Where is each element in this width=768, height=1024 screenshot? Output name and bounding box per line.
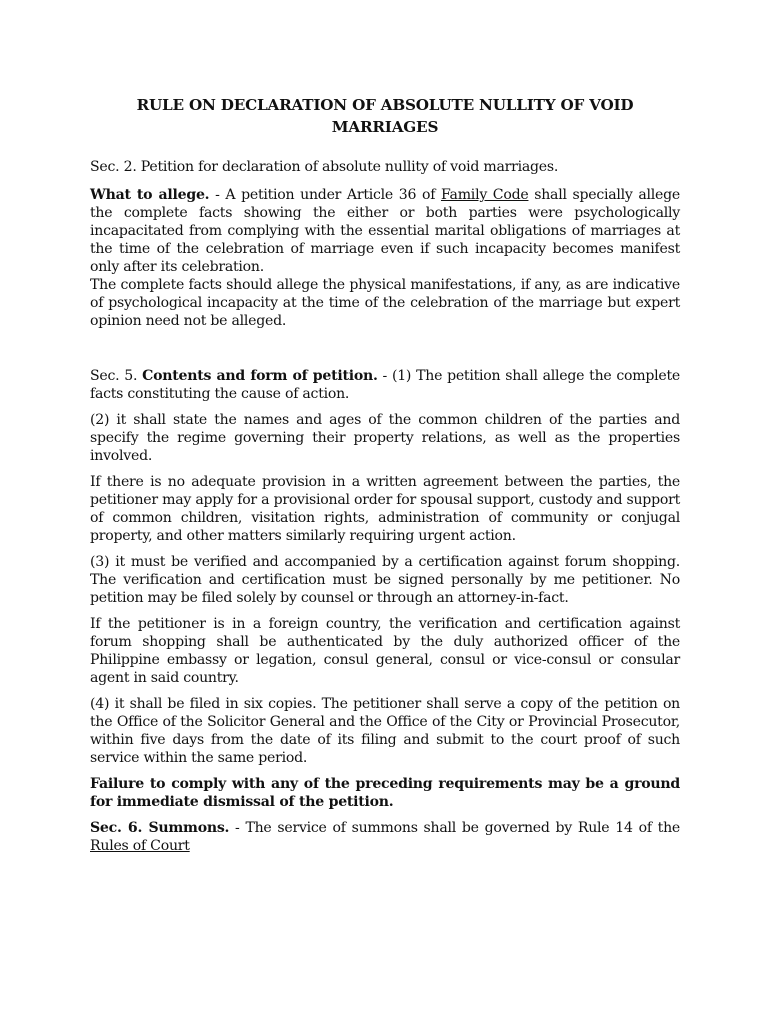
sec5-foreign-petitioner: If the petitioner is in a foreign country, the verification and certification against forum shopping shall be authenticated by the duly authorized officer of the Philippine embassy or legation, consul general, consul or vice-consul or consular agent in said country.	[90, 616, 680, 686]
sec5-item-2: (2) it shall state the names and ages of the common children of the parties and specify the regime governing their property relations, as well as the properties involved.	[90, 412, 680, 464]
sec6-summons	[90, 819, 680, 855]
sec6-text: - The service of summons shall be governed by Rule 14 of the	[229, 820, 680, 836]
sec5-item-1	[90, 367, 680, 403]
sec5-prefix: Sec. 5.	[90, 368, 138, 384]
sec2-what-to-allege	[90, 186, 680, 276]
sec2-heading: Sec. 2. Petition for declaration of absolute nullity of void marriages.	[90, 159, 559, 175]
sec5-item-4: (4) it shall be filed in six copies. The petitioner shall serve a copy of the petition on the Office of the Solicitor General and the Office of the City or Provincial Prosecutor, within five days from the date of its filing and submit to the court proof of such service within the same period.	[90, 696, 680, 766]
sec5-provisional-order: If there is no adequate provision in a written agreement between the parties, the petitioner may apply for a provisional order for spousal support, custody and support of common children, visitation rights, administration of community or conjugal property, and other matters similarly requiring urgent action.	[90, 474, 680, 544]
document-page	[90, 94, 680, 855]
sec5-label: Contents and form of petition.	[142, 368, 378, 384]
document-title: RULE ON DECLARATION OF ABSOLUTE NULLITY OF VOID MARRIAGES	[136, 96, 634, 136]
sec5-item-1-text: - (1) The petition shall allege the complete facts constituting the cause of action.	[90, 368, 681, 402]
what-to-allege-text-2: shall specially allege the complete facts showing the either or both parties were psychologically incapacitated from complying with the essential marital obligations of marriages at the time of the celebration of marriage even if such incapacity becomes manifest only after its celebration.	[90, 187, 681, 275]
family-code-link[interactable]: Family Code	[440, 187, 529, 203]
rules-of-court-link[interactable]: Rules of Court	[90, 838, 190, 854]
what-to-allege-text-1: - A petition under Article 36 of	[209, 187, 441, 203]
what-to-allege-label: What to allege.	[90, 187, 210, 203]
sec5-item-3: (3) it must be verified and accompanied by a certification against forum shopping. The verification and certification must be signed personally by me petitioner. No petition may be filed solely by counsel or through an attorney-in-fact.	[90, 554, 680, 606]
sec6-label: Sec. 6. Summons.	[90, 820, 230, 836]
sec2-complete-facts: The complete facts should allege the physical manifestations, if any, as are indicative of psychological incapacity at the time of the celebration of the marriage but expert opinion need not be alleged.	[90, 277, 680, 329]
sec5-failure-notice: Failure to comply with any of the preceding requirements may be a ground for immediate dismissal of the petition.	[90, 776, 680, 810]
